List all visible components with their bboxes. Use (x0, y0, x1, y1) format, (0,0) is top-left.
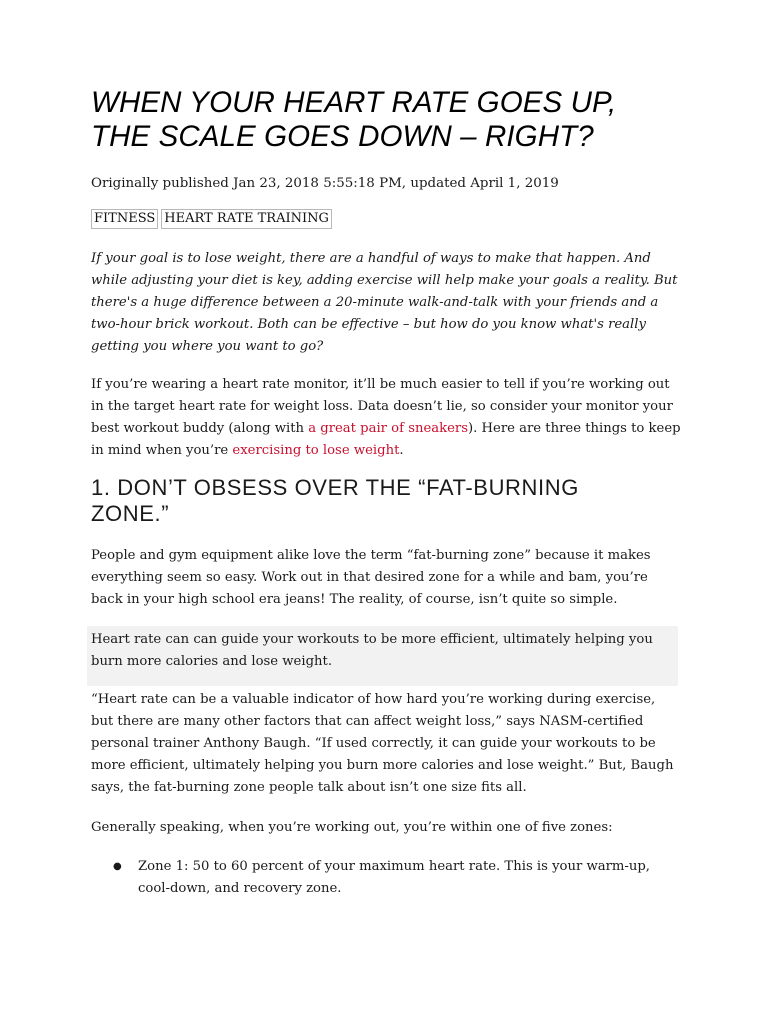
body-paragraph-fat-burning: People and gym equipment alike love the term “fat-burning zone” because it makes everything seem so easy. Work out in that desired zone for a while and bam, you’re back in your high school era jeans! The reality, of course, isn’t quite so simple. (91, 548, 651, 607)
p2-text-3: . (399, 443, 404, 458)
tag-heart-rate-training[interactable]: HEART RATE TRAINING (161, 209, 332, 229)
section-heading-fat-burning: 1. DON’T OBSESS OVER THE “FAT-BURNING ZONE.” (91, 475, 579, 526)
body-paragraph-monitor (91, 374, 681, 462)
body-paragraph-baugh-quote: “Heart rate can be a valuable indicator of how hard you’re working during exercise, but there are many other factors that can affect weight loss,” says NASM-certified personal trainer Anthony Baugh. “If used correctly, it can guide your workouts to be more efficient, ultimately helping you burn more calories and lose weight.” But, Baugh says, the fat-burning zone people talk about isn’t one size fits all. (91, 692, 674, 795)
article-title-line-2: THE SCALE GOES DOWN – RIGHT? (91, 120, 594, 153)
zones-list (91, 856, 681, 900)
intro-paragraph: If your goal is to lose weight, there are a handful of ways to make that happen. And while adjusting your diet is key, adding exercise will help make your goals a reality. But there's a huge difference between a 20-minute walk-and-talk with your friends and a two-hour brick workout. Both can be effective – but how do you know what's really getting you where you want to go? (91, 251, 678, 354)
exercising-link[interactable]: exercising to lose weight (232, 443, 400, 458)
list-item (91, 856, 681, 900)
tag-fitness[interactable]: FITNESS (91, 209, 158, 229)
body-paragraph-zones-intro: Generally speaking, when you’re working out, you’re within one of five zones: (91, 820, 613, 835)
publish-meta: Originally published Jan 23, 2018 5:55:18 PM, updated April 1, 2019 (91, 176, 559, 191)
pull-quote (87, 626, 678, 686)
article-title (91, 86, 681, 154)
article-title-line-1: WHEN YOUR HEART RATE GOES UP, (91, 86, 617, 119)
tag-list (91, 209, 332, 229)
sneakers-link[interactable]: a great pair of sneakers (308, 421, 468, 436)
bullet-icon: ● (113, 861, 122, 872)
pull-quote-text: Heart rate can can guide your workouts to be more efficient, ultimately helping you burn more calories and lose weight. (91, 632, 653, 669)
p2-text-1: If you’re wearing a heart rate monitor, it’ll be much easier to tell if you’re working out in the target heart rate for weight loss. Data doesn’t lie, so consider your monitor your best workout buddy (along with (91, 377, 673, 436)
p2-text-2: ). Here are three things to keep in mind when you’re (91, 421, 681, 458)
zone-1-text: Zone 1: 50 to 60 percent of your maximum heart rate. This is your warm-up, cool-down, and recovery zone. (138, 859, 651, 896)
